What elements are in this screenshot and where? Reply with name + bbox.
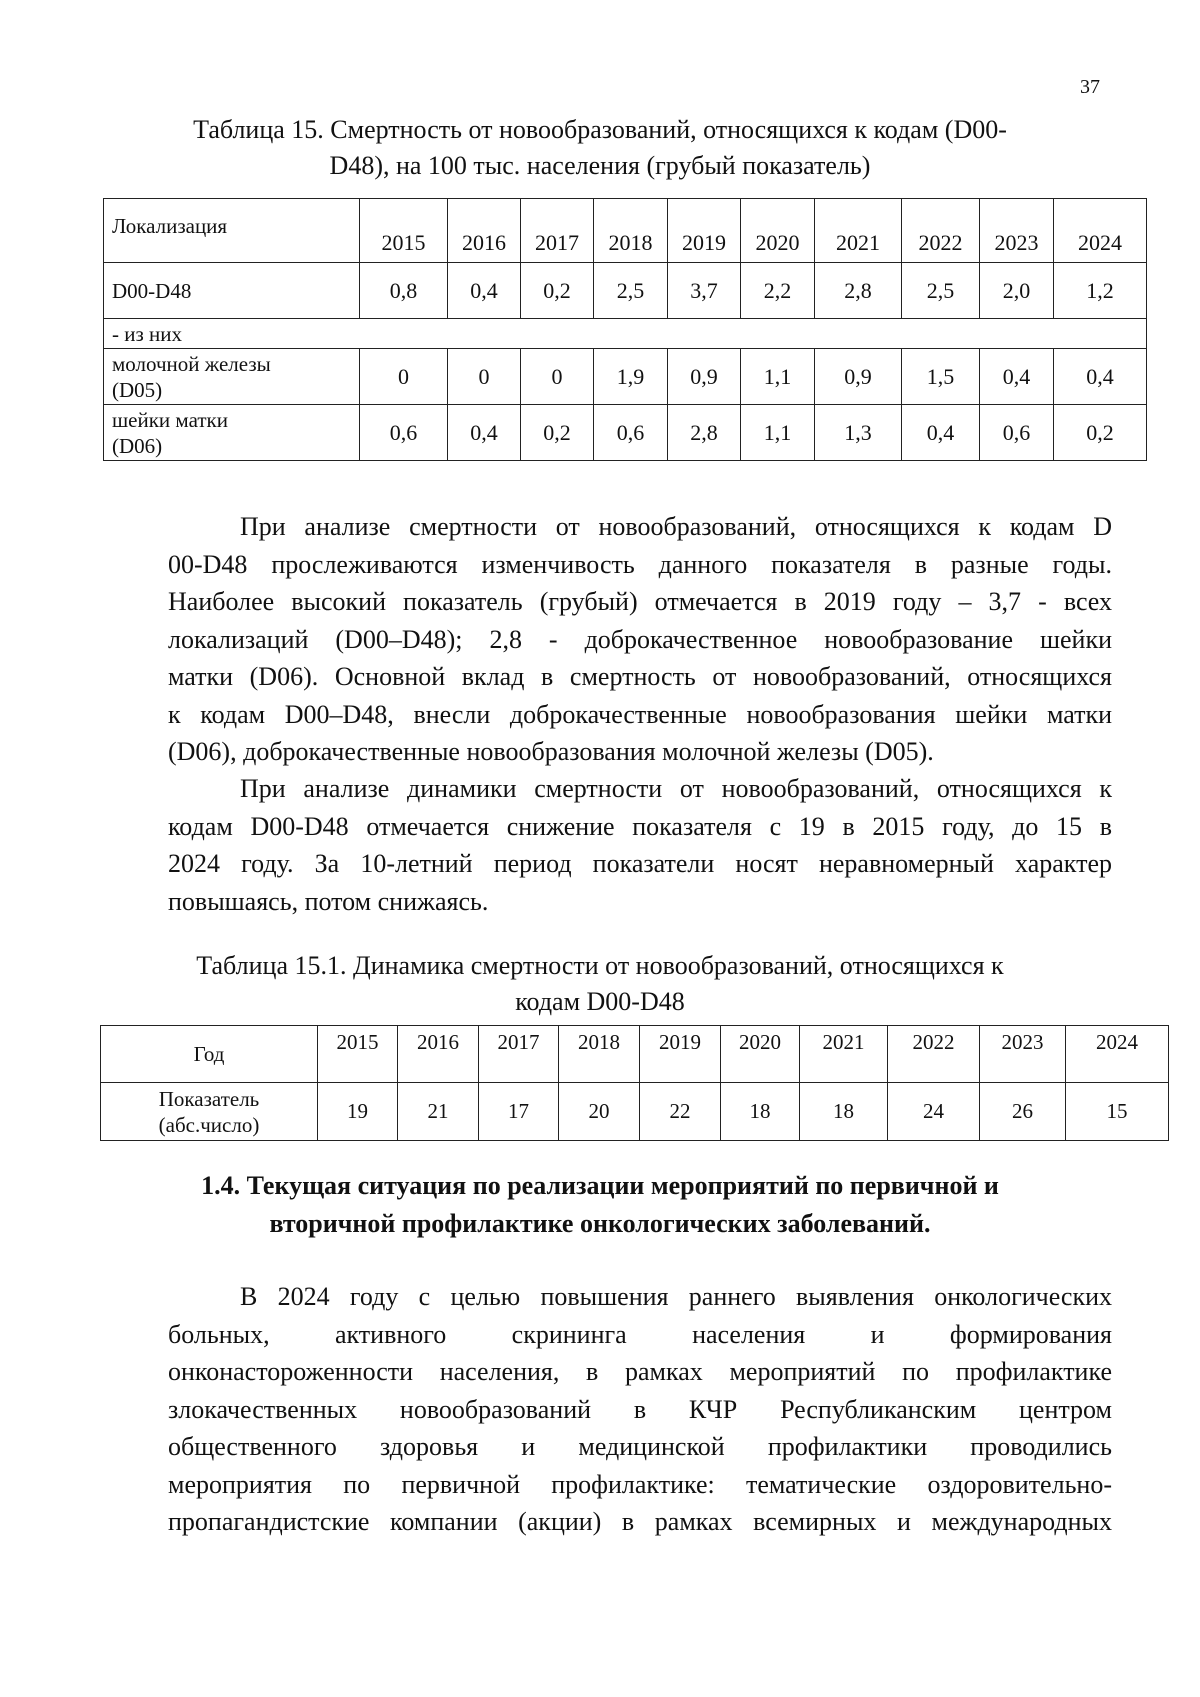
table15-1-cell: 21 <box>398 1083 479 1141</box>
paragraph-line: повышаясь, потом снижаясь. <box>168 886 489 916</box>
table15-1-caption-line2: кодам D00-D48 <box>515 987 685 1016</box>
paragraph-line: В 2024 году с целью повышения раннего выявления онкологических <box>240 1282 1112 1311</box>
paragraph-line: больных, активного скрининга населения и формирования <box>168 1319 1112 1349</box>
row-label-line1: молочной железы <box>112 351 271 376</box>
table15-cell: 1,1 <box>741 349 815 405</box>
table15-cell: 0,6 <box>360 405 448 461</box>
table15-1-cell: 26 <box>980 1083 1066 1141</box>
table15-1-year: 2021 <box>800 1026 888 1083</box>
table15-cell: 0,8 <box>360 263 448 319</box>
table15-1-year: 2022 <box>888 1026 980 1083</box>
table15-year: 2017 <box>521 199 594 263</box>
section-heading <box>100 1167 1100 1243</box>
section-heading-line1: 1.4. Текущая ситуация по реализации мероприятий по первичной и <box>201 1171 999 1200</box>
table15-cell: 0 <box>360 349 448 405</box>
table15-cell: 0,4 <box>448 405 521 461</box>
table15-cell: 0 <box>521 349 594 405</box>
table15-cell: 2,5 <box>594 263 668 319</box>
paragraph-line: При анализе динамики смертности от новообразований, относящихся к <box>240 774 1112 803</box>
table15-1-year: 2015 <box>318 1026 398 1083</box>
table15-cell: 0,6 <box>980 405 1054 461</box>
table15-cell: 0,9 <box>815 349 902 405</box>
paragraph-analysis <box>168 508 1112 771</box>
paragraph-line: матки (D06). Основной вклад в смертность от новообразований, относящихся <box>168 662 1112 691</box>
table15-row-label <box>104 349 360 405</box>
table15-subheader-row <box>104 319 1147 349</box>
table15-cell: 0,4 <box>448 263 521 319</box>
table15-1-caption-line1: Таблица 15.1. Динамика смертности от новообразований, относящихся к <box>196 951 1004 980</box>
table15-cell: 1,2 <box>1054 263 1147 319</box>
table15-1-cell: 17 <box>479 1083 559 1141</box>
row-label-line1: Показатель <box>158 1086 260 1111</box>
row-label-line2: (D06) <box>112 433 163 458</box>
paragraph-line: злокачественных новообразований в КЧР Республиканским центром <box>168 1394 1112 1424</box>
table15 <box>103 198 1147 461</box>
paragraph-prevention <box>168 1278 1112 1541</box>
paragraph-line: кодам D00-D48 отмечается снижение показателя с 19 в 2015 году, до 15 в <box>168 811 1112 841</box>
table15-row-label <box>104 405 360 461</box>
table15-cell: 2,0 <box>980 263 1054 319</box>
table15-year: 2015 <box>360 199 448 263</box>
table15-caption-line2: D48), на 100 тыс. населения (грубый показатель) <box>329 151 871 180</box>
table15-cell: 2,2 <box>741 263 815 319</box>
table15-1 <box>100 1025 1169 1141</box>
table15-row-cervix <box>104 405 1147 461</box>
paragraph-line: Наиболее высокий показатель (грубый) отмечается в 2019 году – 3,7 - всех <box>168 587 1112 616</box>
table15-1-year: 2024 <box>1066 1026 1169 1083</box>
paragraph-line: пропагандистские компании (акции) в рамках всемирных и международных <box>168 1507 1112 1536</box>
table15-year: 2019 <box>668 199 741 263</box>
table15-1-cell: 18 <box>800 1083 888 1141</box>
table15-year: 2023 <box>980 199 1054 263</box>
table15-cell: 0,2 <box>521 263 594 319</box>
table15-cell: 0,9 <box>668 349 741 405</box>
paragraph-line: 00-D48 прослеживаются изменчивость данного показателя в разные годы. <box>168 549 1112 579</box>
table15-year: 2018 <box>594 199 668 263</box>
table15-1-year: 2019 <box>640 1026 721 1083</box>
table15-row-label: D00-D48 <box>104 263 360 319</box>
table15-caption-line1: Таблица 15. Смертность от новообразований, относящихся к кодам (D00- <box>193 115 1007 144</box>
table15-cell: 1,1 <box>741 405 815 461</box>
table15-1-header-label: Год <box>101 1026 318 1083</box>
paragraph-line: онконастороженности населения, в рамках мероприятий по профилактике <box>168 1357 1112 1386</box>
table15-cell: 0,4 <box>980 349 1054 405</box>
table15-1-cell: 19 <box>318 1083 398 1141</box>
table15-cell: 0,4 <box>1054 349 1147 405</box>
table15-year: 2024 <box>1054 199 1147 263</box>
table15-year: 2016 <box>448 199 521 263</box>
table15-cell: 0 <box>448 349 521 405</box>
table15-header-row <box>104 199 1147 263</box>
table15-cell: 2,8 <box>815 263 902 319</box>
table15-1-cell: 24 <box>888 1083 980 1141</box>
table15-1-value-row <box>101 1083 1169 1141</box>
table15-cell: 1,3 <box>815 405 902 461</box>
table15-1-cell: 15 <box>1066 1083 1169 1141</box>
table15-cell: 1,5 <box>902 349 980 405</box>
table15-cell: 2,5 <box>902 263 980 319</box>
paragraph-line: При анализе смертности от новообразований, относящихся к кодам D <box>240 512 1112 541</box>
table15-1-year: 2016 <box>398 1026 479 1083</box>
table15-1-cell: 20 <box>559 1083 640 1141</box>
table15-cell: 2,8 <box>668 405 741 461</box>
table15-cell: 0,4 <box>902 405 980 461</box>
table15-1-year: 2017 <box>479 1026 559 1083</box>
table15-caption <box>100 112 1100 184</box>
paragraph-line: 2024 году. За 10-летний период показатели носят неравномерный характер <box>168 849 1112 878</box>
table15-year: 2022 <box>902 199 980 263</box>
table15-year: 2021 <box>815 199 902 263</box>
table15-1-cell: 22 <box>640 1083 721 1141</box>
table15-header-label: Локализация <box>104 199 360 263</box>
section-heading-line2: вторичной профилактике онкологических заболеваний. <box>269 1209 931 1238</box>
row-label-line1: шейки матки <box>112 407 228 432</box>
table15-1-caption <box>100 948 1100 1020</box>
table15-subheader: - из них <box>104 319 1147 349</box>
table15-cell: 0,6 <box>594 405 668 461</box>
page-number: 37 <box>1080 76 1100 98</box>
table15-cell: 1,9 <box>594 349 668 405</box>
table15-1-year: 2018 <box>559 1026 640 1083</box>
table15-1-year: 2023 <box>980 1026 1066 1083</box>
table15-cell: 0,2 <box>1054 405 1147 461</box>
table15-1-header-row <box>101 1026 1169 1083</box>
table15-year: 2020 <box>741 199 815 263</box>
paragraph-line: к кодам D00–D48, внесли доброкачественные новообразования шейки матки <box>168 699 1112 729</box>
table15-row-total <box>104 263 1147 319</box>
paragraph-line: мероприятия по первичной профилактике: тематические оздоровительно- <box>168 1469 1112 1499</box>
paragraph-line: локализаций (D00–D48); 2,8 - доброкачественное новообразование шейки <box>168 624 1112 654</box>
table15-cell: 3,7 <box>668 263 741 319</box>
table15-1-row-label <box>101 1083 318 1141</box>
row-label-line2: (абс.число) <box>158 1112 260 1137</box>
table15-cell: 0,2 <box>521 405 594 461</box>
table15-row-breast <box>104 349 1147 405</box>
table15-1-cell: 18 <box>721 1083 800 1141</box>
paragraph-line: общественного здоровья и медицинской профилактики проводились <box>168 1432 1112 1461</box>
table15-1-year: 2020 <box>721 1026 800 1083</box>
paragraph-dynamics <box>168 770 1112 920</box>
paragraph-line: (D06), доброкачественные новообразования молочной железы (D05). <box>168 737 934 766</box>
row-label-line2: (D05) <box>112 377 163 402</box>
